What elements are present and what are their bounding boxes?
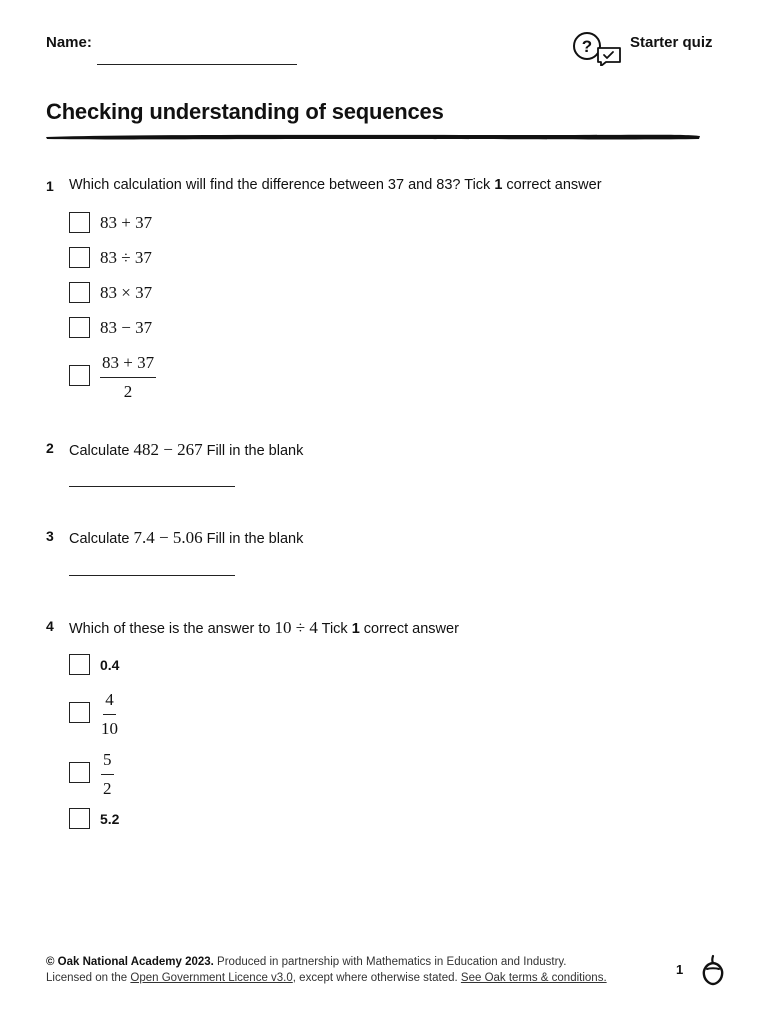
title-underline-divider	[44, 131, 702, 143]
question-4-number: 4	[46, 618, 54, 634]
page-title: Checking understanding of sequences	[46, 99, 444, 124]
q1-option-3-checkbox[interactable]	[69, 282, 90, 303]
question-4-text: Which of these is the answer to 10 ÷ 4 Tick 1 correct answer	[69, 618, 459, 637]
question-2-answer-line[interactable]	[69, 486, 235, 487]
q1-option-5-fraction	[100, 353, 156, 402]
question-4-expression: 10 ÷ 4	[274, 618, 318, 637]
q4-option-4-label: 5.2	[100, 811, 120, 827]
fraction-denominator: 2	[103, 779, 112, 798]
page-number: 1	[676, 962, 684, 977]
q4-option-2-fraction	[101, 690, 118, 739]
q1-option-2-label: 83 ÷ 37	[100, 248, 152, 267]
licence-link[interactable]: Open Government Licence v3.0	[130, 972, 293, 984]
question-3-expression: 7.4 − 5.06	[133, 528, 203, 547]
q4-option-2-checkbox[interactable]	[69, 702, 90, 723]
q4-option-3-checkbox[interactable]	[69, 762, 90, 783]
footer-credits: © Oak National Academy 2023. Produced in partnership with Mathematics in Education and Industry. Licensed on the Open Government Licence v3.0, except where otherwise stated. See Oak terms & conditions.	[46, 956, 607, 984]
fraction-numerator: 4	[103, 690, 116, 715]
footer-copyright: © Oak National Academy 2023.	[46, 956, 214, 968]
starter-quiz-label: Starter quiz	[630, 34, 713, 51]
question-chat-icon	[572, 30, 624, 66]
question-3-number: 3	[46, 528, 54, 544]
question-2-text: Calculate 482 − 267 Fill in the blank	[69, 440, 304, 459]
q4-option-3-fraction	[101, 750, 114, 799]
question-3-answer-line[interactable]	[69, 575, 235, 576]
question-2-number: 2	[46, 440, 54, 456]
terms-link[interactable]: See Oak terms & conditions.	[460, 972, 607, 984]
name-label: Name:	[46, 34, 92, 51]
q1-option-2-checkbox[interactable]	[69, 247, 90, 268]
name-answer-line[interactable]	[97, 64, 297, 65]
oak-acorn-logo-icon	[700, 954, 726, 986]
fraction-numerator: 83 + 37	[100, 353, 156, 378]
q1-option-1-label: 83 + 37	[100, 213, 153, 232]
fraction-numerator: 5	[101, 750, 114, 775]
question-1-text: Which calculation will find the difference between 37 and 83? Tick 1 correct answer	[69, 177, 602, 193]
question-1-number: 1	[46, 178, 54, 194]
q4-option-1-checkbox[interactable]	[69, 654, 90, 675]
svg-text:?: ?	[581, 37, 593, 56]
q1-option-5-checkbox[interactable]	[69, 365, 90, 386]
fraction-denominator: 10	[101, 719, 118, 738]
q1-option-4-label: 83 − 37	[100, 318, 153, 337]
q4-option-4-checkbox[interactable]	[69, 808, 90, 829]
q4-option-1-label: 0.4	[100, 657, 120, 673]
q1-option-3-label: 83 × 37	[100, 283, 153, 302]
q1-option-1-checkbox[interactable]	[69, 212, 90, 233]
q1-option-4-checkbox[interactable]	[69, 317, 90, 338]
question-2-expression: 482 − 267	[133, 440, 203, 459]
question-3-text: Calculate 7.4 − 5.06 Fill in the blank	[69, 528, 304, 547]
fraction-denominator: 2	[123, 382, 133, 401]
